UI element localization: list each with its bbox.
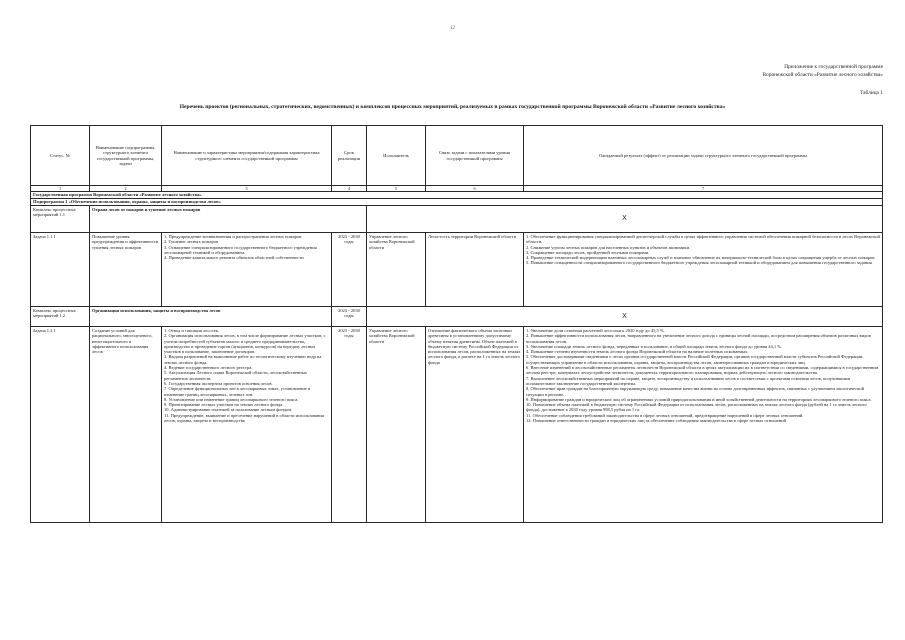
header-measure: Наименование и характеристика мероприятия/содержания характеристика структурного элемента государственной программы (162, 126, 332, 186)
complex-name: Охрана лесов от пожаров и тушение лесных пожаров (90, 206, 367, 233)
header-executor: Исполнитель (367, 126, 426, 186)
result-item: 11. Обеспечение соблюдения требований законодательства в сфере лесных отношений, предотвращение нарушений в сфере лесных отношений. (526, 412, 804, 418)
result-item: 7. Выполнение лесохозяйственных мероприятий по охране, защите, воспроизводству и использованию лесов в соответствии с проектами освоения лесов, получившими положительное заключение государственной экспертизы. (526, 375, 850, 386)
measure-item: 7. Определение функциональных зон в лесопарковых зонах, установление и изменение границ лесопарковых, зеленых зон. (164, 386, 311, 397)
task-results (524, 327, 883, 523)
header-element-name: Наименование подпрограммы, структурного элемента государственной программы, задачи (90, 126, 162, 186)
task-measures (162, 233, 332, 307)
table-number: Таблица 1 (859, 90, 883, 96)
measure-item: 6. Государственная экспертиза проектов освоения лесов. (164, 380, 273, 386)
result-item: 5. Повышение оснащенности специализированного государственного бюджетного учреждения лесопожарной техникой и оборудованием для повышения государственного задания (526, 260, 872, 266)
result-item: 3. Сокращение площади лесов, пройденной лесными пожарами. (526, 249, 650, 255)
measure-item: 3. Оснащение специализированного государственного бюджетного учреждения лесопожарной техникой и оборудованием. (164, 244, 317, 255)
result-item: 5. Обеспечение достоверными сведениями о лесах органов государственной власти Российской Федерации, органов государственной власти субъектов Российской Федерации, осуществляющих управление в области использования, охраны, защиты, воспроизводства лесов, заинтересованных граждан и юридических лиц. (526, 354, 864, 365)
col-number: 4 (332, 186, 367, 192)
col-number: 2 (90, 186, 162, 192)
measure-item: 4. Ведение государственного лесного реестра. (164, 365, 253, 371)
task-row (31, 327, 883, 523)
not-applicable-mark: X (367, 206, 883, 233)
measure-item: 1. Отвод и таксация лесосек. (164, 328, 220, 333)
task-status: Задача 1.1.1 (31, 233, 90, 307)
program-row (31, 192, 883, 199)
task-measures (162, 327, 332, 523)
col-number: 5 (367, 186, 426, 192)
col-number: 3 (162, 186, 332, 192)
task-name: Повышение уровня предупреждения и эффективности тушения лесных пожаров (90, 233, 162, 307)
result-item: 4. Повышение степени изученности земель лесного фонда Воронежской области на наличие полезных ископаемых. (526, 349, 749, 355)
page-number: 12 (450, 26, 455, 31)
col-number: 1 (31, 186, 90, 192)
task-name: Создание условий для рационального, многоцелевого, неистощительного и эффективного использования лесов (90, 327, 162, 523)
task-indicator-link: Лесистость территории Воронежской области (426, 233, 524, 307)
appendix-caption (762, 63, 883, 79)
complex-status: Комплекс процессных мероприятий 1.2 (31, 307, 90, 327)
appendix-line-2: Воронежской области «Развитие лесного хозяйства» (762, 72, 883, 78)
header-row (31, 126, 883, 186)
task-term: 2023 - 2030 годы (332, 233, 367, 307)
col-number: 6 (426, 186, 524, 192)
result-item: 6. Внесение изменений в лесохозяйственные регламенты лесничеств Воронежской области в целях актуализации их в соответствии со сведениями, содержащимися в государственном лесном реестре, материалах лесоустройства лесничеств, документах территориального планирования, нормах действующего лесного законодательства. (526, 365, 879, 376)
result-item: 9. Информирование граждан и юридических лиц об ограничениях условий природопользования и иной хозяйственной деятельности на территориях лесопаркового зеленого пояса. (526, 396, 872, 402)
subprogram-row (31, 199, 883, 206)
header-link: Связь задачи с показателями уровня государственной программы (426, 126, 524, 186)
program-title: Государственная программа Воронежской области «Развитие лесного хозяйства» (31, 192, 883, 199)
task-indicator-link: Отношение фактического объема заготовки древесины к установленному допустимому объему изъятия древесины. Объем платежей в бюджетную систему Российской Федерации от использования лесов, расположенных на землях лесного фонда, в расчете на 1 га земель лесного фонда (426, 327, 524, 523)
measure-item: 2. Организация использования лесов, в том числе формирование лесных участков, с учетом потребностей субъектов малого и среднего предпринимательства, производство и проведение торгов (аукционов, конкурсов) на передачу лесных участков в пользование, заключение договоров. (164, 333, 326, 355)
appendix-line-1: Приложение к государственной программе (784, 64, 883, 70)
complex-row (31, 307, 883, 327)
result-item: 3. Увеличение площади земель лесного фонда, переданных в пользование, в общей площади земель лесного фонда до уровня 44,1 %. (526, 343, 783, 349)
task-term: 2023 - 2030 годы (332, 327, 367, 523)
document-title: Перечень проектов (региональных, стратегических, ведомственных) и комплексов процессных мероприятий, реализуемых в рамках государственной программы Воронежской области «Развитие лесного хозяйства» (179, 104, 726, 110)
task-status: Задача 1.2.1 (31, 327, 90, 523)
measure-item: 11. Предупреждение, выявление и пресечение нарушений в области использования лесов, охраны, защиты и воспроизводства (164, 412, 324, 424)
task-results (524, 233, 883, 307)
header-result: Ожидаемый результат (эффект) от реализации задачи структурного элемента государственной программы (524, 126, 883, 186)
not-applicable-mark: X (367, 307, 883, 327)
measure-item: 3. Выдача разрешений на выполнение работ по геологическому изучению недр на землях лесного фонда. (164, 354, 322, 365)
measure-item: 1. Предупреждение возникновения и распространения лесных пожаров. (164, 234, 303, 239)
header-status: Статус, № (31, 126, 90, 186)
result-item: 10. Повышение объема платежей в бюджетную систему Российской Федерации от использования лесов, расположенных на землях лесного фонда (рублей на 1 га земель лесного фонда), достижение к 2030 году уровня 998,5 рубля на 1 га. (526, 402, 867, 413)
result-item: 8. Обеспечение прав граждан на благоприятную окружающую среду, повышение качества жизни на основе долговременных эффектов, связанных с улучшением экологической ситуации в регионе. (526, 386, 865, 397)
result-item: 2. Повышение эффективности использования лесов, направленного на увеличение лесного дохода с единицы лесной площади, посредством расширения объемов различных видов использования лесов. (526, 333, 871, 344)
result-item: 12. Повышение ответственности граждан и юридических лиц за обеспечение соблюдения законодательства в сфере лесных отношений (526, 418, 787, 424)
measure-item: 9. Проектирование лесных участков на землях лесного фонда. (164, 402, 284, 408)
complex-name: Организация использования, защиты и воспроизводства лесов (90, 307, 332, 327)
result-item: 1. Обеспечение функционирования специализированной диспетчерской службы в целях эффективного управления системой обеспечения пожарной безопасности в лесах Воронежской области. (526, 234, 880, 245)
measure-item: 10. Администрирование платежей за пользование лесным фондом. (164, 407, 293, 413)
measure-item: 2. Тушение лесных пожаров (164, 239, 219, 245)
result-item: 4. Проведение технической модернизации наземных лесопожарных служб и плановое обновление их материально-технической базы в целях сокращения ущерба от лесных пожаров. (526, 255, 876, 261)
measure-item: 8. Установление или изменение границ лесопаркового зеленого пояса. (164, 396, 299, 402)
program-table (30, 125, 883, 523)
measure-item: 5. Актуализация Лесного плана Воронежской области, лесохозяйственных регламентов лесничеств. (164, 370, 307, 381)
result-item: 1. Увеличение доли освоения расчетной лесосеки к 2030 году до 45,5 %. (526, 328, 665, 333)
measure-item: 4. Проведение капитального ремонта объектов областной собственности (164, 255, 304, 261)
header-term: Срок реализации (332, 126, 367, 186)
task-executor: Управление лесного хозяйства Воронежской области (367, 327, 426, 523)
complex-status: Комплекс процессных мероприятий 1.1 (31, 206, 90, 233)
subprogram-title: Подпрограмма 1 «Обеспечение использования, охраны, защиты и воспроизводства лесов» (31, 199, 883, 206)
complex-row (31, 206, 883, 233)
task-row (31, 233, 883, 307)
result-item: 2. Снижение угрозы лесных пожаров для населенных пунктов и объектов экономики. (526, 244, 691, 250)
task-executor: Управление лесного хозяйства Воронежской области (367, 233, 426, 307)
col-number: 7 (524, 186, 883, 192)
complex-term: 2023 - 2030 годы (332, 307, 367, 327)
